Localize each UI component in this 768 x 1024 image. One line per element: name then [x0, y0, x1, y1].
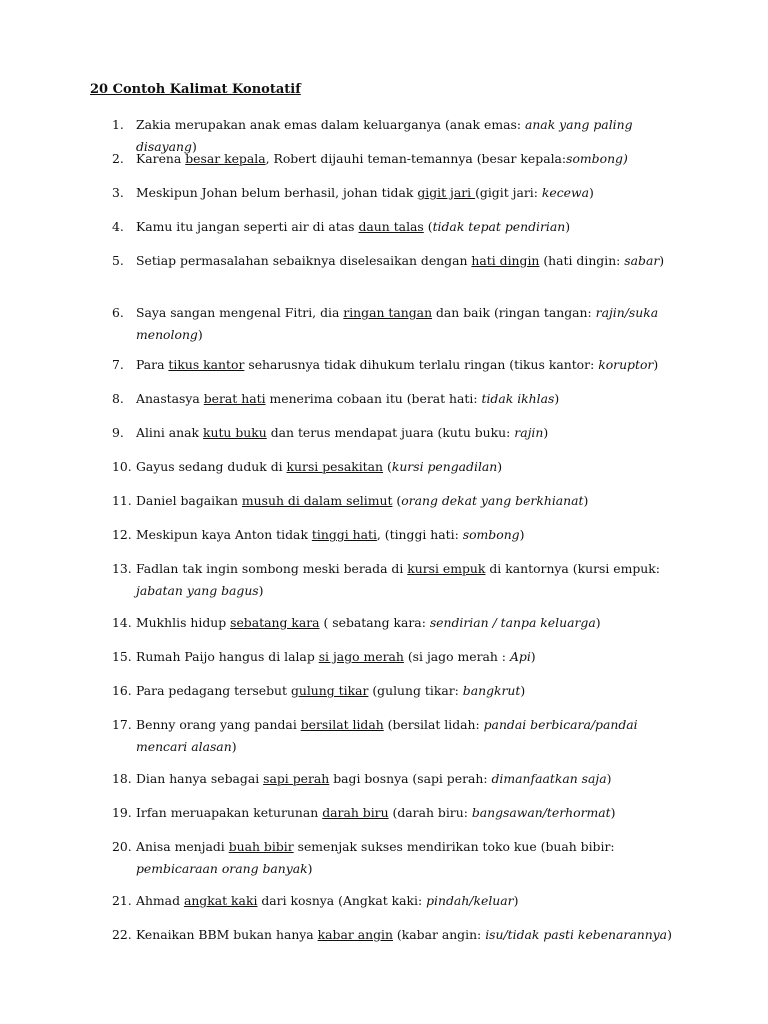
- sentence-text: bagi bosnya (sapi perah:: [329, 771, 492, 786]
- sentence-text: dari kosnya (Angkat kaki:: [257, 893, 427, 908]
- list-item-number: 20.: [112, 839, 132, 854]
- sentence-text: Zakia merupakan anak emas dalam keluarganya (anak emas:: [136, 117, 525, 132]
- idiom-phrase: buah bibir: [228, 839, 294, 854]
- sentence-text: menerima cobaan itu (berat hati:: [265, 391, 482, 406]
- sentence-text: ): [610, 805, 616, 820]
- sentence-text: ): [659, 253, 665, 268]
- list-item: [112, 802, 672, 824]
- idiom-meaning: sendirian / tanpa keluarga: [429, 615, 596, 630]
- list-item: [112, 714, 672, 758]
- idiom-phrase: gigit jari: [417, 185, 476, 200]
- sentence-text: Daniel bagaikan: [136, 493, 242, 508]
- sentence-text: (bersilat lidah:: [383, 717, 484, 732]
- sentence-text: Benny orang yang pandai: [136, 717, 301, 732]
- idiom-meaning: sabar: [624, 253, 660, 268]
- sentence-text: ): [595, 615, 601, 630]
- idiom-meaning: dimanfaatkan saja: [491, 771, 607, 786]
- list-item: [112, 768, 672, 790]
- idiom-phrase: tikus kantor: [168, 357, 245, 372]
- idiom-meaning: pembicaraan orang banyak: [136, 861, 308, 876]
- idiom-meaning: sombong: [462, 527, 520, 542]
- sentence-text: ): [530, 649, 536, 664]
- list-item-text: [136, 388, 672, 410]
- sentence-text: ( sebatang kara:: [319, 615, 430, 630]
- sentence-text: (: [383, 459, 392, 474]
- list-item-text: [136, 456, 672, 478]
- idiom-phrase: sapi perah: [263, 771, 330, 786]
- sentence-text: Setiap permasalahan sebaiknya diselesaikan dengan: [136, 253, 472, 268]
- idiom-phrase: kursi empuk: [407, 561, 486, 576]
- sentence-text: Ahmad: [136, 893, 184, 908]
- list-item-text: [136, 680, 672, 702]
- list-item-number: 6.: [112, 305, 124, 320]
- sentence-text: ): [606, 771, 612, 786]
- list-item: [112, 612, 672, 634]
- idiom-meaning: orang dekat yang berkhianat: [401, 493, 584, 508]
- list-item-text: [136, 890, 672, 912]
- sentence-text: semenjak sukses mendirikan toko kue (buah bibir:: [293, 839, 615, 854]
- sentence-text: , (tinggi hati:: [376, 527, 463, 542]
- list-item: [112, 646, 672, 668]
- sentence-text: Kenaikan BBM bukan hanya: [136, 927, 318, 942]
- list-item: [112, 490, 672, 512]
- sentence-text: (gulung tikar:: [368, 683, 463, 698]
- idiom-meaning: pindah/keluar: [426, 893, 514, 908]
- idiom-phrase: si jago merah: [318, 649, 404, 664]
- list-item: [112, 388, 672, 410]
- idiom-meaning: jabatan yang bagus: [136, 583, 259, 598]
- sentence-text: Meskipun kaya Anton tidak: [136, 527, 312, 542]
- idiom-phrase: bersilat lidah: [300, 717, 384, 732]
- list-item-number: 3.: [112, 185, 124, 200]
- sentence-text: ): [520, 683, 526, 698]
- list-item: [112, 216, 672, 238]
- idiom-meaning: bangkrut: [462, 683, 521, 698]
- sentence-text: dan terus mendapat juara (kutu buku:: [266, 425, 515, 440]
- sentence-text: Dian hanya sebagai: [136, 771, 264, 786]
- list-item-number: 2.: [112, 151, 124, 166]
- list-item-number: 14.: [112, 615, 132, 630]
- list-item-text: [136, 250, 672, 272]
- sentence-text: (: [423, 219, 433, 234]
- sentence-text: Anastasya: [136, 391, 204, 406]
- idiom-meaning: bangsawan/terhormat: [471, 805, 611, 820]
- list-item-text: [136, 612, 672, 634]
- idiom-meaning: anak yang paling disayang: [136, 117, 633, 154]
- list-item: [112, 422, 672, 444]
- list-item-text: [136, 558, 672, 602]
- list-item-text: [136, 182, 672, 204]
- idiom-phrase: angkat kaki: [183, 893, 258, 908]
- idiom-phrase: daun talas: [358, 219, 424, 234]
- list-item: [112, 680, 672, 702]
- idiom-phrase: darah biru: [322, 805, 389, 820]
- list-item-number: 17.: [112, 717, 132, 732]
- sentence-text: ): [197, 327, 203, 342]
- list-item-text: [136, 924, 672, 946]
- sentence-text: (: [392, 493, 402, 508]
- list-item-number: 9.: [112, 425, 124, 440]
- sentence-text: Para pedagang tersebut: [136, 683, 291, 698]
- sentence-text: ): [565, 219, 571, 234]
- list-item-number: 13.: [112, 561, 132, 576]
- list-item-text: [136, 216, 672, 238]
- idiom-phrase: kursi pesakitan: [286, 459, 384, 474]
- list-item-text: [136, 646, 672, 668]
- list-item: [112, 250, 672, 272]
- list-item-number: 12.: [112, 527, 132, 542]
- list-item: [112, 354, 672, 376]
- list-item-text: [136, 768, 672, 790]
- sentence-text: (si jago merah :: [403, 649, 510, 664]
- sentence-text: ): [554, 391, 560, 406]
- sentence-text: ): [231, 739, 237, 754]
- sentence-text: (kabar angin:: [392, 927, 486, 942]
- idiom-meaning: tidak tepat pendirian: [432, 219, 566, 234]
- sentence-text: Gayus sedang duduk di: [136, 459, 287, 474]
- sentence-text: Fadlan tak ingin sombong meski berada di: [136, 561, 408, 576]
- idiom-meaning: Api: [509, 649, 531, 664]
- idiom-meaning: pandai berbicara/pandai mencari alasan: [136, 717, 638, 754]
- list-item-text: [136, 354, 672, 376]
- list-item: [112, 182, 672, 204]
- sentence-text: Kamu itu jangan seperti air di atas: [136, 219, 359, 234]
- sentence-text: ): [588, 185, 594, 200]
- idiom-meaning: koruptor: [598, 357, 654, 372]
- idiom-phrase: ringan tangan: [343, 305, 433, 320]
- sentence-text: ): [307, 861, 313, 876]
- list-item: [112, 924, 672, 946]
- idiom-phrase: kabar angin: [317, 927, 393, 942]
- list-item-text: [136, 302, 672, 346]
- list-item-text: [136, 714, 672, 758]
- sentence-text: seharusnya tidak dihukum terlalu ringan (tikus kantor:: [244, 357, 599, 372]
- document-title: 20 Contoh Kalimat Konotatif: [90, 82, 301, 97]
- sentence-text: Rumah Paijo hangus di lalap: [136, 649, 319, 664]
- idiom-meaning: rajin: [514, 425, 544, 440]
- idiom-meaning: sombong): [566, 151, 628, 166]
- sentence-text: ): [513, 893, 519, 908]
- sentence-text: Irfan meruapakan keturunan: [136, 805, 323, 820]
- list-item-number: 22.: [112, 927, 132, 942]
- list-item-number: 19.: [112, 805, 132, 820]
- idiom-phrase: sebatang kara: [230, 615, 320, 630]
- sentence-text: Mukhlis hidup: [136, 615, 231, 630]
- list-item-number: 1.: [112, 117, 124, 132]
- sentence-text: Saya sangan mengenal Fitri, dia: [136, 305, 344, 320]
- sentence-text: ): [653, 357, 659, 372]
- idiom-phrase: besar kepala: [185, 151, 266, 166]
- sentence-text: Karena: [136, 151, 186, 166]
- list-item: [112, 456, 672, 478]
- idiom-phrase: tinggi hati: [311, 527, 377, 542]
- sentence-text: Meskipun Johan belum berhasil, johan tidak: [136, 185, 418, 200]
- sentence-text: dan baik (ringan tangan:: [432, 305, 596, 320]
- list-item-number: 18.: [112, 771, 132, 786]
- list-item-number: 7.: [112, 357, 124, 372]
- sentence-text: ): [497, 459, 503, 474]
- idiom-meaning: kursi pengadilan: [391, 459, 498, 474]
- idiom-phrase: hati dingin: [471, 253, 540, 268]
- list-item-text: [136, 802, 672, 824]
- list-item-number: 5.: [112, 253, 124, 268]
- sentence-text: ): [583, 493, 589, 508]
- idiom-meaning: isu/tidak pasti kebenarannya: [485, 927, 668, 942]
- idiom-meaning: tidak ikhlas: [481, 391, 555, 406]
- sentence-text: (darah biru:: [388, 805, 472, 820]
- sentence-text: ): [519, 527, 525, 542]
- list-item-text: [136, 422, 672, 444]
- list-item: [112, 890, 672, 912]
- list-item-number: 15.: [112, 649, 132, 664]
- sentence-text: Para: [136, 357, 169, 372]
- sentence-text: ): [543, 425, 549, 440]
- sentence-text: di kantornya (kursi empuk:: [485, 561, 660, 576]
- idiom-phrase: gulung tikar: [290, 683, 369, 698]
- sentence-text: Alini anak: [136, 425, 203, 440]
- list-item-text: [136, 524, 672, 546]
- list-item: [112, 558, 672, 602]
- sentence-text: (gigit jari:: [475, 185, 542, 200]
- sentence-text: (hati dingin:: [539, 253, 625, 268]
- list-item-number: 4.: [112, 219, 124, 234]
- list-item-number: 8.: [112, 391, 124, 406]
- idiom-phrase: berat hati: [203, 391, 266, 406]
- idiom-phrase: musuh di dalam selimut: [241, 493, 393, 508]
- list-item-text: [136, 490, 672, 512]
- list-item-number: 11.: [112, 493, 132, 508]
- list-item-number: 21.: [112, 893, 132, 908]
- list-item-text: [136, 148, 672, 170]
- idiom-phrase: kutu buku: [202, 425, 267, 440]
- list-item-text: [136, 836, 672, 880]
- idiom-meaning: rajin/suka menolong: [136, 305, 659, 342]
- list-item: [112, 148, 672, 170]
- sentence-text: ): [191, 139, 197, 154]
- list-item: [112, 302, 672, 346]
- sentence-text: Anisa menjadi: [136, 839, 229, 854]
- list-item-number: 10.: [112, 459, 132, 474]
- list-item-number: 16.: [112, 683, 132, 698]
- list-item: [112, 836, 672, 880]
- sentence-text: , Robert dijauhi teman-temannya (besar kepala:: [265, 151, 567, 166]
- sentence-text: ): [258, 583, 264, 598]
- sentence-text: ): [667, 927, 672, 942]
- list-item: [112, 524, 672, 546]
- idiom-meaning: kecewa: [541, 185, 589, 200]
